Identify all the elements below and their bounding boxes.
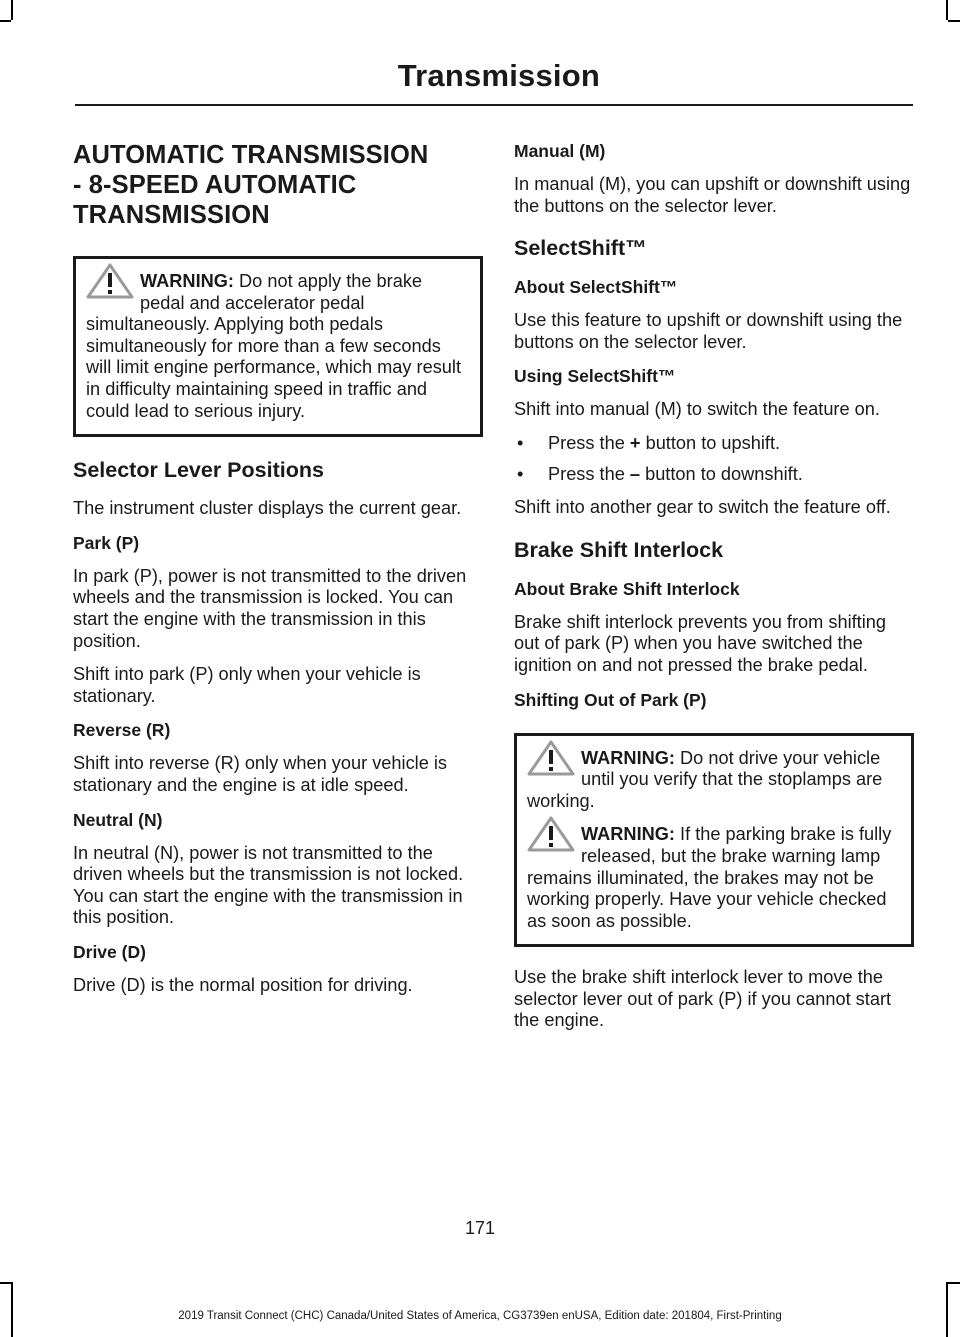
selector-text: The instrument cluster displays the current gear. — [73, 498, 462, 519]
section-title-line: TRANSMISSION — [73, 201, 270, 229]
warning-item — [527, 748, 901, 813]
section-title — [73, 140, 483, 230]
warning-triangle-icon — [527, 816, 575, 852]
park-text: In park (P), power is not transmitted to the driven wheels and the transmission is locked. You can start the engine with the transmission in this position. — [73, 565, 467, 651]
selectshift-heading: SelectShift™ — [514, 236, 647, 261]
warning-text: If the parking brake is fully released, but the brake warning lamp remains illuminated, the brakes may not be working properly. Have your vehicle checked as soon as possible. — [527, 824, 892, 931]
drive-heading: Drive (D) — [73, 941, 146, 962]
warning-box — [514, 733, 914, 948]
list-item-post: button to upshift. — [645, 432, 781, 453]
using-selectshift-heading: Using SelectShift™ — [514, 366, 676, 387]
section-title-line: - 8-SPEED AUTOMATIC — [73, 171, 357, 199]
warning-text: Do not drive your vehicle until you verify that the stoplamps are working. — [527, 747, 883, 811]
reverse-text: Shift into reverse (R) only when your vehicle is stationary and the engine is at idle speed. — [73, 753, 448, 795]
warning-triangle-icon — [527, 740, 575, 776]
selector-heading: Selector Lever Positions — [73, 458, 324, 483]
bullet: • — [517, 432, 524, 453]
brake-heading: Brake Shift Interlock — [514, 537, 724, 562]
crop-mark — [0, 20, 11, 22]
section-title-line: AUTOMATIC TRANSMISSION — [73, 141, 429, 169]
about-selectshift-text: Use this feature to upshift or downshift using the buttons on the selector lever. — [514, 310, 903, 352]
warning-text: Do not apply the brake pedal and accelerator pedal simultaneously. Applying both pedals simultaneously for more than a few seconds will limit engine performance, which may result in difficulty maintaining speed in traffic and could lead to serious injury. — [86, 271, 462, 421]
page-number: 171 — [464, 1218, 496, 1238]
warning-label: WARNING: — [581, 824, 675, 845]
crop-mark — [0, 1282, 11, 1284]
minus-symbol: – — [629, 463, 641, 484]
warning-item — [527, 824, 901, 932]
list-item — [514, 464, 914, 486]
list-item-pre: Press the — [548, 463, 625, 484]
crop-mark — [948, 1282, 960, 1284]
neutral-heading: Neutral (N) — [73, 809, 163, 830]
list-item-post: button to downshift. — [645, 463, 803, 484]
crop-mark — [946, 0, 948, 20]
warning-item — [86, 271, 470, 422]
about-selectshift-heading: About SelectShift™ — [514, 277, 678, 298]
crop-mark — [948, 20, 960, 22]
header-rule — [75, 104, 913, 106]
park-text-2: Shift into park (P) only when your vehicle is stationary. — [73, 664, 421, 706]
page-header-title: Transmission — [397, 58, 600, 93]
page-footer: 2019 Transit Connect (CHC) Canada/United States of America, CG3739en enUSA, Edition date: 201804, First-Printing — [178, 1310, 782, 1322]
warning-triangle-icon — [86, 263, 134, 299]
using-selectshift-text: Shift into manual (M) to switch the feature on. — [514, 399, 880, 420]
list-item-pre: Press the — [548, 432, 625, 453]
switch-off-text: Shift into another gear to switch the feature off. — [514, 497, 891, 518]
right-column — [514, 140, 914, 1044]
left-column — [73, 140, 483, 1008]
about-brake-heading: About Brake Shift Interlock — [514, 578, 740, 599]
plus-symbol: + — [629, 432, 641, 453]
warning-label: WARNING: — [581, 747, 675, 768]
park-heading: Park (P) — [73, 532, 140, 553]
warning-label: WARNING: — [140, 271, 234, 291]
shifting-out-heading: Shifting Out of Park (P) — [514, 689, 707, 710]
bullet: • — [517, 463, 524, 484]
about-brake-text: Brake shift interlock prevents you from shifting out of park (P) when you have switched the ignition on and not pressed the brake pedal. — [514, 611, 886, 675]
list-item — [514, 433, 914, 455]
reverse-heading: Reverse (R) — [73, 720, 171, 741]
neutral-text: In neutral (N), power is not transmitted to the driven wheels but the transmission is not locked. You can start the engine with the transmission in this position. — [73, 842, 464, 928]
drive-text: Drive (D) is the normal position for driving. — [73, 974, 413, 995]
manual-heading: Manual (M) — [514, 141, 606, 161]
warning-box — [73, 256, 483, 437]
shift-button-list — [514, 433, 914, 485]
manual-text: In manual (M), you can upshift or downshift using the buttons on the selector lever. — [514, 174, 911, 216]
interlock-text: Use the brake shift interlock lever to move the selector lever out of park (P) if you cannot start the engine. — [514, 967, 892, 1031]
crop-mark — [11, 0, 13, 20]
